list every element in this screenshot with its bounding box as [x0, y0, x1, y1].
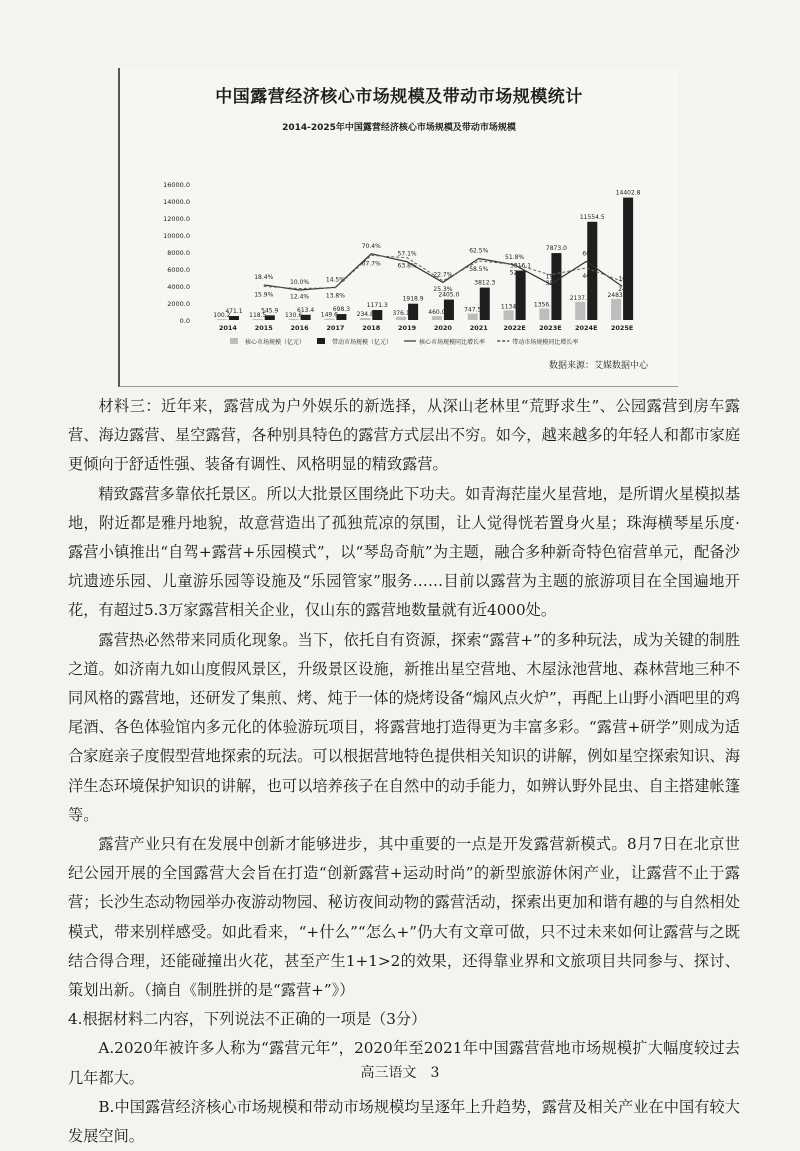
data-label-core-growth: 10.0% [290, 279, 310, 286]
y-tick-label: 10000.0 [163, 232, 190, 240]
x-tick-label: 2017 [326, 324, 345, 332]
y-tick-label: 14000.0 [163, 198, 190, 206]
bar-core [432, 316, 442, 320]
bar-core [396, 317, 406, 320]
data-label-core-growth: 16 [618, 275, 626, 283]
bar-driven [516, 271, 526, 320]
y-tick-label: 4000.0 [167, 283, 190, 291]
y-tick-label: 8000.0 [167, 249, 190, 257]
data-label-core: 1356.1 [533, 301, 555, 309]
y-tick-label: 12000.0 [163, 215, 190, 223]
bar-core [575, 302, 585, 320]
data-label-core: 1134 [500, 303, 517, 311]
chart-plot [120, 68, 678, 386]
chart-figure [118, 68, 678, 387]
passage-paragraph-3: 露营热必然带来同质化现象。当下，依托自有资源，探索“露营+”的多种玩法，成为关键的制胜之道。如济南九如山度假风景区，升级景区设施，新推出星空营地、木屋泳池营地、森林营地三种不同风格的露营地，还研发了集煎、烤、炖于一体的烧烤设备“煽风点火炉”，再配上山野小酒吧里的鸡尾酒、各色体验馆内多元化的体验游玩项目，将露营地打造得更为丰富多彩。“露营+研学”则成为适合家庭亲子度假型营地探索的玩法。可以根据营地特色提供相关知识的讲解，例如星空探索知识、海洋生态环境保护知识的讲解，也可以培养孩子在自然中的动手能力，如辨认野外昆虫、自主搭建帐篷等。 [68, 630, 740, 824]
data-label-core: 234.8 [356, 311, 374, 319]
bar-driven [480, 288, 490, 320]
data-label-core-growth: 22.7% [433, 271, 453, 279]
data-label-driven-growth: 13.8% [325, 292, 345, 300]
legend-label: 核心市场规模（亿元） [245, 339, 306, 346]
bar-core [468, 314, 478, 320]
option-b: B.中国露营经济核心市场规模和带动市场规模均呈逐年上升趋势，露营及相关产业在中国有较大发展空间。 [68, 1097, 740, 1146]
x-tick-label: 2014 [218, 324, 237, 332]
data-label-core-growth: 60 [582, 250, 591, 258]
data-label-core: 149.6 [320, 311, 338, 319]
data-label-core: 376.1 [392, 309, 410, 317]
passage-paragraph-4: 露营产业只有在发展中创新才能够进步，其中重要的一点是开发露营新模式。8月7日在北京世纪公园开展的全国露营大会旨在打造“创新露营+运动时尚”的新型旅游休闲产业，让露营不止于露营；长沙生态动物园举办夜游动物园、秘访夜间动物的露营活动，探索出更加和谐有趣的与自然相处模式，带来别样感受。如此看来，“+什么”“怎么+”仍大有文章可做，只不过未来如何让露营与之既结合得合理，还能碰撞出火花，甚至产生1+1>2的效果，还得靠业界和文旅项目共同参与、探讨、策划出新。（摘自《制胜拼的是“露营+”》） [68, 835, 740, 1000]
data-label-driven: 3812.3 [474, 279, 496, 287]
x-tick-label: 2019 [398, 324, 417, 332]
legend-label: 带动市场规模同比增长率 [512, 339, 579, 346]
bar-core [504, 310, 514, 320]
data-label-core-growth: 18.4% [254, 273, 274, 281]
bar-core [539, 308, 549, 320]
x-tick-label: 2015 [254, 324, 273, 332]
x-tick-label: 2023E [539, 324, 562, 332]
y-tick-label: 2000.0 [167, 300, 190, 308]
x-tick-label: 2022E [503, 324, 526, 332]
x-tick-label: 2016 [290, 324, 309, 332]
data-label-core-growth: 14.5% [325, 276, 345, 284]
data-label-core: 460.0 [428, 309, 446, 317]
x-tick-label: 2021 [469, 324, 488, 332]
passage-paragraph-2: 精致露营多靠依托景区。所以大批景区围绕此下功夫。如青海茫崖火星营地，是所谓火星模拟基地，附近都是雅丹地貌，故意营造出了孤独荒凉的氛围，让人觉得恍若置身火星；珠海横琴星乐度·露营小镇推出“自驾+露营+乐园模式”，以“琴岛奇航”为主题，融合多种新奇特色宿营单元，配备沙坑遗迹乐园、儿童游乐园等设施及“乐园管家”服务……目前以露营为主题的旅游项目在全国遍地开花，有超过5.3万家露营相关企业，仅山东的露营地数量就有近4000处。 [68, 484, 740, 620]
data-label-driven: 1918.9 [402, 295, 424, 303]
data-label-core: 130.6 [284, 311, 303, 319]
data-label-driven: 471.1 [225, 307, 243, 315]
y-tick-label: 0.0 [179, 317, 190, 325]
data-label-driven: 545.9 [261, 307, 279, 315]
data-label-core-growth: 51.8% [505, 253, 525, 261]
data-label-driven-growth: 25.3% [433, 285, 453, 293]
data-label-driven: 14402.8 [615, 189, 641, 197]
data-label-driven: 1171.3 [366, 302, 388, 310]
data-label-driven-growth: 52. [509, 269, 520, 277]
data-label-driven: 7873.0 [545, 245, 567, 253]
passage-paragraph-1: 材料三：近年来，露营成为户外娱乐的新选择，从深山老林里“荒野求生”、公园露营到房车露营、海边露营、星空露营，各种别具特色的露营方式层出不穷。如今，越来越多的年轻人和都市家庭更倾向于舒适性强、装备有调性、风格明显的精致露营。 [68, 397, 740, 474]
data-label-core: 2483. [607, 291, 625, 299]
legend-swatch [230, 338, 238, 344]
data-label-driven: 2405.0 [438, 291, 460, 299]
legend-swatch [317, 338, 325, 344]
bar-driven [587, 222, 597, 320]
data-label-core: 100.2 [213, 312, 231, 320]
data-label-core-growth: 62.5% [469, 247, 489, 255]
x-tick-label: 2020 [433, 324, 452, 332]
legend-label: 带动市场规模（亿元） [332, 339, 393, 346]
chart-title: 中国露营经济核心市场规模及带动市场规模统计 [215, 87, 583, 107]
chart-source: 数据来源：艾媒数据中心 [548, 361, 648, 371]
reading-passage [68, 392, 740, 1151]
page-footer: 高三语文 3 [360, 1065, 440, 1081]
data-label-driven-growth: 24 [618, 286, 626, 294]
y-tick-label: 6000.0 [167, 266, 190, 274]
data-label-driven-growth: 46 [582, 272, 591, 280]
bar-core [324, 319, 334, 320]
data-label-driven-growth: 63.8% [397, 262, 417, 270]
data-label-core-growth: 57.1% [397, 250, 417, 258]
data-label-core: 118.5 [249, 311, 267, 319]
bar-core [360, 318, 370, 320]
x-tick-label: 2024E [574, 324, 598, 332]
data-label-driven-growth: 15.9% [254, 291, 274, 299]
data-label-core: 2137.7 [569, 294, 591, 302]
bar-core [253, 319, 263, 320]
data-label-driven-growth: 12.4% [290, 293, 310, 301]
bar-driven [623, 198, 633, 320]
x-tick-label: 2018 [362, 324, 381, 332]
question-stem: 4.根据材料二内容，下列说法不正确的一项是（3分） [68, 1010, 427, 1029]
option-a: A.2020年被许多人称为“露营元年”，2020年至2021年中国露营营地市场规模扩大幅度较过去几年都大。 [68, 1039, 740, 1087]
chart-subtitle: 2014-2025年中国露营经济核心市场规模及带动市场规模 [282, 123, 516, 133]
data-label-core-growth: 70.4% [361, 242, 381, 250]
data-label-driven-growth: 35. [545, 279, 556, 287]
legend-label: 核心市场规模同比增长率 [419, 339, 486, 346]
data-label-core: 747.5 [464, 306, 482, 314]
data-label-driven-growth: 58.5% [469, 265, 489, 273]
data-label-driven: 698.3 [332, 306, 351, 314]
data-label-driven: 5816.1 [510, 262, 532, 270]
x-tick-label: 2025E [610, 324, 634, 332]
data-label-core-growth: 19. [545, 273, 556, 281]
data-label-driven: 613.4 [297, 306, 315, 314]
data-label-driven: 11554.5 [579, 213, 605, 221]
y-tick-label: 16000.0 [163, 181, 190, 189]
bar-core [289, 319, 299, 320]
bar-core [611, 299, 621, 320]
bar-core [217, 319, 227, 320]
data-label-driven-growth: 67.7% [361, 260, 381, 268]
